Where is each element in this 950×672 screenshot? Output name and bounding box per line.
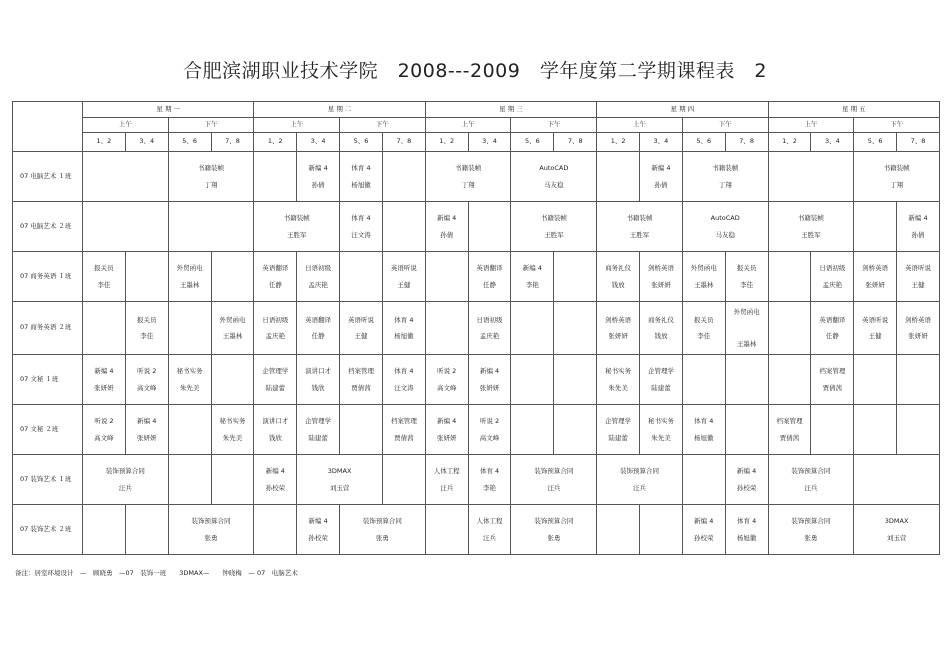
period-header: 7、8: [211, 133, 254, 152]
course-cell: 报关员 李佳: [725, 252, 768, 302]
empty-cell: [897, 355, 940, 405]
period-header: 5、6: [168, 133, 211, 152]
class-row: [13, 505, 940, 555]
class-row: [13, 302, 940, 355]
course-cell: 企管理学 陆建蕾: [297, 405, 340, 455]
period-header: 3、4: [811, 133, 854, 152]
empty-cell: [854, 405, 897, 455]
course-cell: 听说 2 高文峰: [83, 405, 126, 455]
class-name: 07 装饰艺术 １班: [13, 455, 83, 505]
empty-cell: [511, 355, 554, 405]
header-days-row: [13, 102, 940, 118]
day-header: 星 期 二: [254, 102, 425, 118]
course-cell: 装饰预算合同 张勇: [768, 505, 854, 555]
empty-cell: [854, 455, 940, 505]
course-cell: 新编 4 张妍妍: [425, 405, 468, 455]
course-cell: 剑桥英语 张妍妍: [640, 252, 683, 302]
course-cell: 档案管理 贾倩茜: [382, 405, 425, 455]
course-cell: 新编 4 孙校荣: [725, 455, 768, 505]
empty-cell: [554, 252, 597, 302]
course-cell: 新编 4 张妍妍: [468, 355, 511, 405]
course-cell: 外贸函电 王墨林: [168, 252, 211, 302]
day-header: 星 期 三: [425, 102, 596, 118]
empty-cell: [211, 455, 254, 505]
course-cell: 听说 2 高文峰: [125, 355, 168, 405]
course-cell: 企管理学 陆建蕾: [254, 355, 297, 405]
class-name: 07 电脑艺术 ２班: [13, 202, 83, 252]
course-cell: 英语听说 王健: [854, 302, 897, 355]
course-cell: 秘书实务 朱先美: [168, 355, 211, 405]
period-header: 7、8: [554, 133, 597, 152]
period-header: 3、4: [640, 133, 683, 152]
course-cell: 装饰预算合同 张勇: [340, 505, 426, 555]
course-cell: 体育 4 汪文涛: [340, 202, 383, 252]
empty-cell: [854, 355, 897, 405]
class-name: 07 装饰艺术 ２班: [13, 505, 83, 555]
course-cell: 外贸函电 王墨林: [725, 302, 768, 355]
course-cell: 报关员 李佳: [83, 252, 126, 302]
empty-cell: [897, 405, 940, 455]
class-row: [13, 152, 940, 202]
period-header: 3、4: [297, 133, 340, 152]
course-cell: 外贸函电 王墨林: [682, 252, 725, 302]
period-header: 1、2: [83, 133, 126, 152]
empty-cell: [768, 302, 811, 355]
empty-cell: [125, 252, 168, 302]
course-cell: 新编 4 张妍妍: [83, 355, 126, 405]
course-cell: 报关员 李佳: [125, 302, 168, 355]
course-cell: 装饰预算合同 张勇: [511, 505, 597, 555]
course-cell: 档案管理 贾倩茜: [811, 355, 854, 405]
period-header: 7、8: [897, 133, 940, 152]
course-cell: 体育 4 李艳: [468, 455, 511, 505]
half-day-header: 下午: [168, 118, 254, 133]
course-cell: 新编 4 孙校荣: [682, 505, 725, 555]
class-name: 07 文秘 ２班: [13, 405, 83, 455]
half-day-header: 上午: [597, 118, 683, 133]
course-cell: 人体工程 汪兵: [468, 505, 511, 555]
empty-cell: [83, 302, 126, 355]
course-cell: 装饰预算合同 汪兵: [511, 455, 597, 505]
empty-cell: [768, 152, 854, 202]
empty-cell: [211, 355, 254, 405]
day-header: 星 期 四: [597, 102, 768, 118]
period-header: 3、4: [125, 133, 168, 152]
empty-cell: [768, 355, 811, 405]
course-cell: 书籍装帧 王胜军: [768, 202, 854, 252]
empty-cell: [340, 252, 383, 302]
course-cell: 英语翻译 任静: [297, 302, 340, 355]
empty-cell: [340, 405, 383, 455]
course-cell: 剑桥英语 张妍妍: [897, 302, 940, 355]
course-cell: 剑桥英语 张妍妍: [597, 302, 640, 355]
empty-cell: [254, 505, 297, 555]
empty-cell: [382, 152, 425, 202]
empty-cell: [168, 455, 211, 505]
course-cell: 体育 4 杨旭徽: [682, 405, 725, 455]
course-cell: 体育 4 汪文涛: [382, 355, 425, 405]
course-cell: 商务礼仪 钱放: [597, 252, 640, 302]
empty-cell: [168, 202, 254, 252]
half-day-header: 上午: [254, 118, 340, 133]
course-cell: 3DMAX 刘玉营: [854, 505, 940, 555]
course-cell: 日语初级 孟庆艳: [468, 302, 511, 355]
empty-cell: [640, 505, 683, 555]
course-cell: 书籍装帧 王胜军: [597, 202, 683, 252]
day-header: 星 期 一: [83, 102, 254, 118]
course-cell: 档案管理 贾倩茜: [768, 405, 811, 455]
course-cell: 书籍装帧 丁翔: [682, 152, 768, 202]
course-cell: 书籍装帧 王胜军: [254, 202, 340, 252]
empty-cell: [83, 202, 169, 252]
empty-cell: [83, 152, 169, 202]
course-cell: 日语初级 孟庆艳: [254, 302, 297, 355]
empty-cell: [811, 405, 854, 455]
half-day-header: 下午: [682, 118, 768, 133]
empty-cell: [725, 405, 768, 455]
course-cell: 装饰预算合同 汪兵: [83, 455, 169, 505]
course-cell: 新编 4 张妍妍: [125, 405, 168, 455]
class-name: 07 商务英语 ２班: [13, 302, 83, 355]
page-title: 合肥滨湖职业技术学院 2008---2009 学年度第二学期课程表 2: [183, 60, 767, 82]
class-row: [13, 202, 940, 252]
period-header: 1、2: [768, 133, 811, 152]
class-row: [13, 252, 940, 302]
header-halves-row: [13, 118, 940, 133]
half-day-header: 下午: [511, 118, 597, 133]
empty-cell: [768, 252, 811, 302]
empty-cell: [597, 505, 640, 555]
course-cell: 英语翻译 任静: [254, 252, 297, 302]
course-cell: 书籍装帧 丁翔: [168, 152, 254, 202]
course-cell: 商务礼仪 钱放: [640, 302, 683, 355]
course-cell: 听说 2 高文峰: [425, 355, 468, 405]
corner-cell: [13, 102, 83, 152]
empty-cell: [854, 202, 897, 252]
empty-cell: [254, 152, 297, 202]
course-cell: 装饰预算合同 汪兵: [597, 455, 683, 505]
header-periods-row: [13, 133, 940, 152]
course-cell: 英语听说 王健: [382, 252, 425, 302]
course-cell: 人体工程 汪兵: [425, 455, 468, 505]
empty-cell: [168, 302, 211, 355]
course-cell: 秘书实务 朱先美: [640, 405, 683, 455]
period-header: 7、8: [725, 133, 768, 152]
course-cell: 英语听说 王健: [340, 302, 383, 355]
course-cell: 新编 4 孙倩: [297, 152, 340, 202]
empty-cell: [511, 405, 554, 455]
empty-cell: [468, 202, 511, 252]
class-row: [13, 355, 940, 405]
course-cell: 书籍装帧 丁翔: [425, 152, 511, 202]
course-cell: 装饰预算合同 张勇: [168, 505, 254, 555]
empty-cell: [682, 455, 725, 505]
period-header: 5、6: [682, 133, 725, 152]
course-cell: 报关员 李佳: [682, 302, 725, 355]
period-header: 3、4: [468, 133, 511, 152]
course-cell: 书籍装帧 王胜军: [511, 202, 597, 252]
course-cell: AutoCAD 马友稳: [511, 152, 597, 202]
empty-cell: [554, 302, 597, 355]
course-cell: 新编 4 孙倩: [425, 202, 468, 252]
period-header: 1、2: [254, 133, 297, 152]
course-cell: 日语初级 孟庆艳: [297, 252, 340, 302]
empty-cell: [382, 202, 425, 252]
course-cell: 新编 4 孙倩: [897, 202, 940, 252]
course-cell: AutoCAD 马友稳: [682, 202, 768, 252]
empty-cell: [125, 505, 168, 555]
empty-cell: [211, 252, 254, 302]
period-header: 5、6: [340, 133, 383, 152]
empty-cell: [511, 302, 554, 355]
course-cell: 英语翻译 任静: [811, 302, 854, 355]
course-cell: 新编 4 孙校荣: [297, 505, 340, 555]
class-name: 07 文秘 １班: [13, 355, 83, 405]
period-header: 5、6: [854, 133, 897, 152]
empty-cell: [168, 405, 211, 455]
empty-cell: [554, 405, 597, 455]
empty-cell: [425, 505, 468, 555]
half-day-header: 上午: [768, 118, 854, 133]
day-header: 星 期 五: [768, 102, 939, 118]
period-header: 1、2: [425, 133, 468, 152]
course-cell: 企管理学 陆建蕾: [640, 355, 683, 405]
course-cell: 日语初级 孟庆艳: [811, 252, 854, 302]
course-cell: 演讲口才 钱欣: [254, 405, 297, 455]
footnote: 备注：居室环境设计 — 顾晓勇 —07 装饰一班 3DMAX— 钟晓梅 — 07 电脑艺术: [15, 569, 298, 577]
course-cell: 新编 4 孙校荣: [254, 455, 297, 505]
course-cell: 英语翻译 任静: [468, 252, 511, 302]
course-cell: 装饰预算合同 汪兵: [768, 455, 854, 505]
course-cell: 英语听说 王健: [897, 252, 940, 302]
course-cell: 体育 4 杨旭徽: [382, 302, 425, 355]
empty-cell: [382, 455, 425, 505]
empty-cell: [597, 152, 640, 202]
period-header: 7、8: [382, 133, 425, 152]
course-cell: 新编 4 孙倩: [640, 152, 683, 202]
schedule-table: [12, 101, 940, 555]
empty-cell: [725, 355, 768, 405]
empty-cell: [554, 355, 597, 405]
period-header: 1、2: [597, 133, 640, 152]
class-row: [13, 455, 940, 505]
empty-cell: [425, 302, 468, 355]
empty-cell: [83, 505, 126, 555]
course-cell: 档案管理 贾倩茜: [340, 355, 383, 405]
empty-cell: [425, 252, 468, 302]
course-cell: 体育 4 杨旭徽: [340, 152, 383, 202]
course-cell: 秘书实务 朱先美: [597, 355, 640, 405]
half-day-header: 下午: [340, 118, 426, 133]
class-row: [13, 405, 940, 455]
course-cell: 演讲口才 钱欣: [297, 355, 340, 405]
period-header: 5、6: [511, 133, 554, 152]
course-cell: 书籍装帧 丁翔: [854, 152, 940, 202]
course-cell: 新编 4 李艳: [511, 252, 554, 302]
course-cell: 外贸函电 王墨林: [211, 302, 254, 355]
course-cell: 企管理学 陆建蕾: [597, 405, 640, 455]
half-day-header: 下午: [854, 118, 940, 133]
class-name: 07 商务英语 １班: [13, 252, 83, 302]
course-cell: 3DMAX 刘玉营: [297, 455, 383, 505]
class-name: 07 电脑艺术 １班: [13, 152, 83, 202]
course-cell: 秘书实务 朱先美: [211, 405, 254, 455]
course-cell: 听说 2 高文峰: [468, 405, 511, 455]
half-day-header: 上午: [83, 118, 169, 133]
half-day-header: 上午: [425, 118, 511, 133]
course-cell: 剑桥英语 张妍妍: [854, 252, 897, 302]
course-cell: 体育 4 杨旭徽: [725, 505, 768, 555]
empty-cell: [682, 355, 725, 405]
